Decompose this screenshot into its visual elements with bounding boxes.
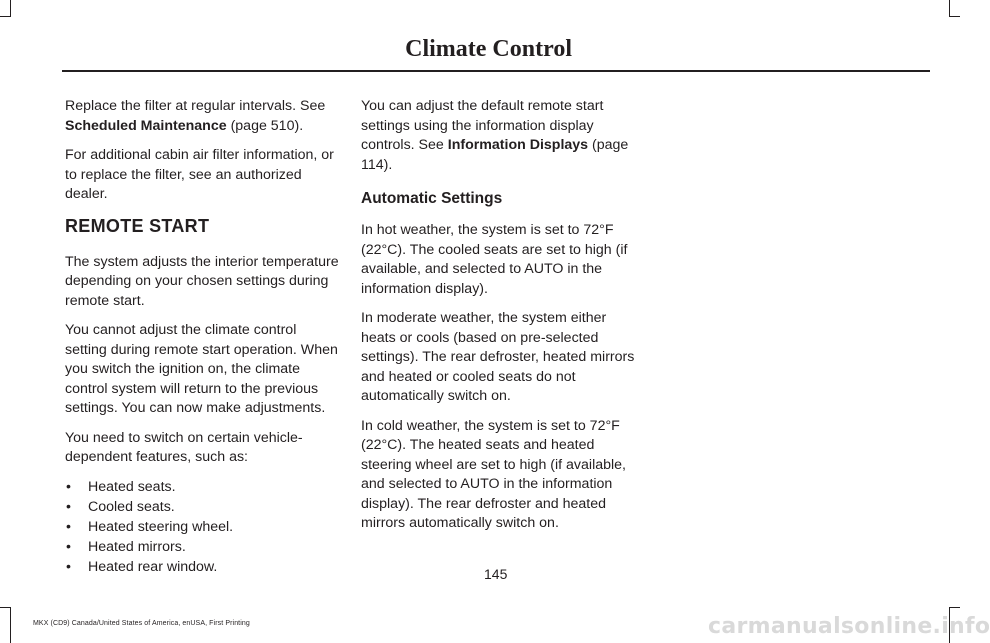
remote-start-paragraph-1: The system adjusts the interior temperature depending on your chosen settings during remote start. [65, 253, 339, 309]
page-title: Climate Control [405, 36, 572, 62]
section-heading: REMOTE START [65, 215, 210, 236]
header-divider [62, 70, 930, 72]
remote-start-paragraph-2: You cannot adjust the climate control setting during remote start operation. When you switch the ignition on, the climate control system will return to the previous settings. You can now make adjustments. [65, 322, 338, 416]
list-item: • Heated rear window. [65, 558, 341, 578]
default-settings-text: You can adjust the default remote start settings using the information display controls. See [361, 98, 604, 153]
subsection-heading: Automatic Settings [361, 190, 503, 207]
list-item: • Heated seats. [65, 478, 341, 498]
information-displays-link[interactable]: Information Displays [447, 137, 589, 153]
list-item: • Heated mirrors. [65, 538, 341, 558]
filter-paragraph [65, 97, 341, 136]
crop-mark-top-left-v [10, 0, 11, 16]
filter-page-ref: (page 510). [226, 117, 304, 134]
list-item: • Heated steering wheel. [65, 518, 341, 538]
crop-mark-top-right-v [949, 0, 950, 16]
hot-weather-paragraph: In hot weather, the system is set to 72°F (22°C). The cooled seats are set to high (if available, and selected to AUTO in the information display). [361, 222, 628, 297]
default-settings-page-ref: (page 114). [361, 137, 629, 173]
crop-mark-bottom-right-h [949, 607, 960, 608]
crop-mark-top-left-h [0, 16, 11, 17]
feature-list [65, 478, 341, 578]
crop-mark-top-right-h [949, 16, 960, 17]
page-number: 145 [484, 566, 508, 582]
left-column [65, 97, 341, 578]
scheduled-maintenance-link[interactable]: Scheduled Maintenance [65, 117, 227, 134]
crop-mark-bottom-left-v [10, 607, 11, 643]
watermark: carmanualsonline.info [708, 614, 990, 639]
right-column [361, 97, 637, 544]
crop-mark-bottom-left-h [0, 607, 11, 608]
edition-footer: MKX (CD9) Canada/United States of America, enUSA, First Printing [33, 620, 250, 627]
cold-weather-paragraph: In cold weather, the system is set to 72°F (22°C). The heated seats and heated steering wheel are set to high (if available, and selected to AUTO in the information display). The rear defroster and heated mirrors automatically switch on. [361, 417, 626, 531]
cabin-filter-paragraph: For additional cabin air filter information, or to replace the filter, see an authorized dealer. [65, 147, 334, 202]
moderate-weather-paragraph: In moderate weather, the system either heats or cools (based on pre-selected settings). The rear defroster, heated mirrors and heated or cooled seats do not automatically switch on. [361, 310, 635, 404]
remote-start-paragraph-3: You need to switch on certain vehicle-dependent features, such as: [65, 429, 303, 465]
filter-text: Replace the filter at regular intervals. See [65, 98, 326, 114]
default-settings-paragraph [361, 97, 637, 175]
list-item: • Cooled seats. [65, 498, 341, 518]
